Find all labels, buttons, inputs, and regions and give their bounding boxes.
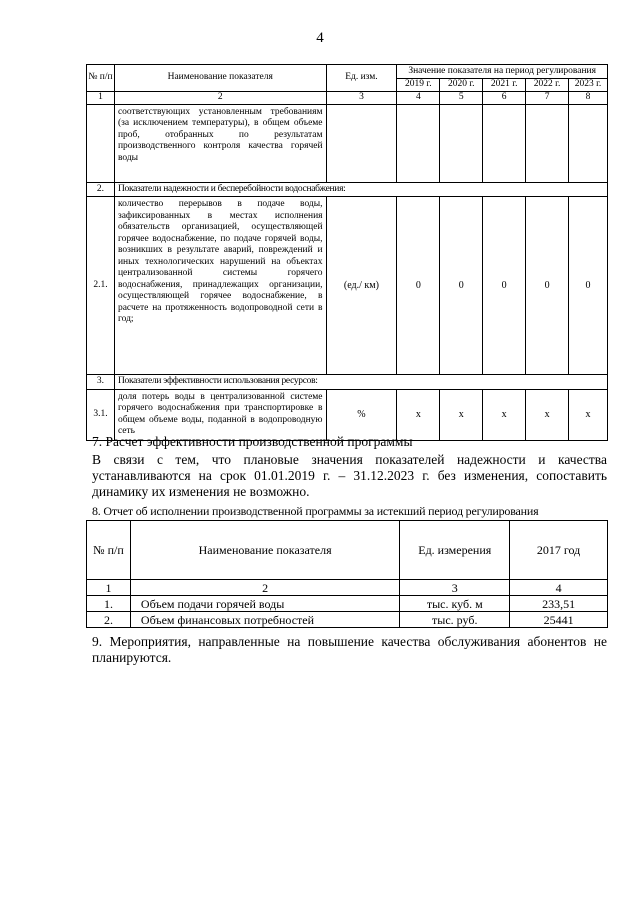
col-number: 6 xyxy=(483,92,526,105)
col-number: 2 xyxy=(114,92,326,105)
row-unit: (ед./ км) xyxy=(326,197,397,375)
col-number: 3 xyxy=(400,580,510,596)
column-numbers-row xyxy=(87,92,608,105)
col-number: 4 xyxy=(510,580,608,596)
section-title: Показатели надежности и бесперебойности водоснабжения: xyxy=(114,182,607,197)
col-number: 5 xyxy=(440,92,483,105)
col-number: 2 xyxy=(130,580,399,596)
header-year: 2017 год xyxy=(510,521,608,580)
section9-text: 9. Мероприятия, направленные на повышение качества обслуживания абонентов не планируются. xyxy=(92,634,607,665)
section-num: 2. xyxy=(87,182,115,197)
column-numbers-row xyxy=(87,580,608,596)
header-year: 2022 г. xyxy=(526,79,569,92)
row-num: 3.1. xyxy=(87,389,115,440)
row-value: x xyxy=(397,389,440,440)
col-number: 7 xyxy=(526,92,569,105)
row-value: x xyxy=(526,389,569,440)
row-value: 0 xyxy=(569,197,608,375)
header-name: Наименование показателя xyxy=(130,521,399,580)
col-number: 3 xyxy=(326,92,397,105)
report-table xyxy=(86,520,608,628)
row-unit: тыс. руб. xyxy=(400,612,510,628)
section-title: Показатели эффективности использования ресурсов: xyxy=(114,375,607,390)
header-year: 2020 г. xyxy=(440,79,483,92)
col-number: 4 xyxy=(397,92,440,105)
row-value: x xyxy=(483,389,526,440)
table-row xyxy=(87,104,608,182)
table-row xyxy=(87,612,608,628)
header-num: № п/п xyxy=(87,65,115,92)
table-row xyxy=(87,596,608,612)
table-row xyxy=(87,389,608,440)
row-value: 0 xyxy=(526,197,569,375)
col-number: 8 xyxy=(569,92,608,105)
row-value: 25441 xyxy=(510,612,608,628)
row-unit: % xyxy=(326,389,397,440)
row-value: 233,51 xyxy=(510,596,608,612)
section-row xyxy=(87,375,608,390)
row-num: 1. xyxy=(87,596,131,612)
indicators-table xyxy=(86,64,608,441)
row-value: x xyxy=(440,389,483,440)
row-name: Объем финансовых потребностей xyxy=(130,612,399,628)
col-number: 1 xyxy=(87,92,115,105)
header-period: Значение показателя на период регулирования xyxy=(397,65,608,79)
header-name: Наименование показателя xyxy=(114,65,326,92)
section-row xyxy=(87,182,608,197)
page-number: 4 xyxy=(316,30,324,46)
row-name: Объем подачи горячей воды xyxy=(130,596,399,612)
row-description: количество перерывов в подаче воды, зафиксированных в местах исполнения обязательств организацией, осуществляющей горячее водоснабжение, по подаче горячей воды, возникших в результате аварий, повреждений и иных технологических нарушений на объектах централизованной системы горячего водоснабжения, принадлежащих организации, осуществляющей горячее водоснабжение, в расчете на протяженность водопроводной сети в год; xyxy=(114,197,326,375)
section-num: 3. xyxy=(87,375,115,390)
row-description: соответствующих установленным требованиям (за исключением температуры), в общем объеме проб, отобранных по результатам производственного контроля качества горячей воды xyxy=(114,104,326,182)
row-value: x xyxy=(569,389,608,440)
row-value: 0 xyxy=(397,197,440,375)
section7-heading: 7. Расчет эффективности производственной программы xyxy=(92,434,413,449)
row-num: 2.1. xyxy=(87,197,115,375)
table-row xyxy=(87,197,608,375)
col-number: 1 xyxy=(87,580,131,596)
row-unit: тыс. куб. м xyxy=(400,596,510,612)
header-year: 2019 г. xyxy=(397,79,440,92)
row-value: 0 xyxy=(440,197,483,375)
section7-text: В связи с тем, что плановые значения показателей надежности и качества устанавливаются на срок 01.01.2019 г. – 31.12.2023 г. без изменения, сопоставить динамику их изменения не возможно. xyxy=(92,452,607,499)
row-description: доля потерь воды в централизованной системе горячего водоснабжения при транспортировке в общем объеме воды, поданной в водопроводную сеть xyxy=(114,389,326,440)
header-num: № п/п xyxy=(87,521,131,580)
section8-heading: 8. Отчет об исполнении производственной программы за истекший период регулирования xyxy=(92,504,539,518)
row-value: 0 xyxy=(483,197,526,375)
header-unit: Ед. изм. xyxy=(326,65,397,92)
header-year: 2021 г. xyxy=(483,79,526,92)
header-unit: Ед. измерения xyxy=(400,521,510,580)
row-num: 2. xyxy=(87,612,131,628)
header-year: 2023 г. xyxy=(569,79,608,92)
